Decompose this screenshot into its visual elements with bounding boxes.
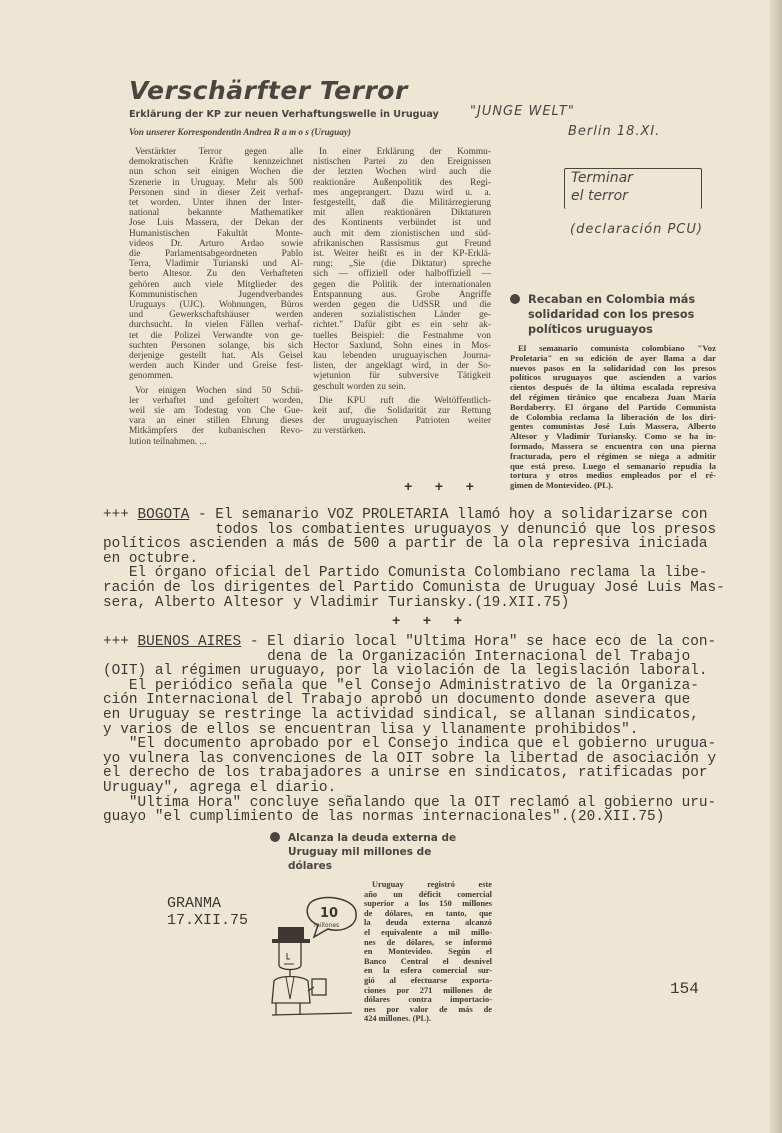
text-line: Banco Central el desnivel xyxy=(364,956,492,966)
article-subtitle: Erklärung der KP zur neuen Verhaftungswelle in Uruguay xyxy=(129,109,439,120)
text-line: derjenige gestellt hat. Als Geisel xyxy=(129,351,303,362)
article-title: Verschärfter Terror xyxy=(129,76,408,105)
text-line: la deuda externa alcanzó xyxy=(364,918,492,928)
typed-line: todos los combatientes uruguayos y denunció que los presos xyxy=(103,521,717,538)
debt-headline xyxy=(270,831,500,873)
text-line: kau lebenden uruguayischen Journa- xyxy=(313,351,491,362)
text-line: mit allen reaktionären Diktaturen xyxy=(313,208,491,219)
text-line: Uruguays (UJC). Wohnungen, Büros xyxy=(129,300,303,311)
text-line: tet worden. Unter ihnen der Inter- xyxy=(129,198,303,209)
text-line: sich — offiziell oder halboffiziell — xyxy=(313,269,491,280)
text-line: weil sie am Todestag von Che Gue- xyxy=(129,406,303,417)
typed-line: El periódico señala que "el Consejo Administrativo de la Organiza- xyxy=(103,677,699,694)
text-line: demokratischen Kräfte kennzeichnet xyxy=(129,157,303,168)
text-line: tuelles Beispiel: die Festnahme von xyxy=(313,330,491,341)
typed-line: Uruguay", agrega el diario. xyxy=(103,779,337,796)
typed-line: dena de la Organización Internacional del Trabajo xyxy=(103,648,691,665)
article-column-1 xyxy=(129,147,303,447)
text-line: festgestellt, daß die Militärregierung xyxy=(313,198,491,209)
text-line: wjetunion für subversive Tätigkeit xyxy=(313,371,491,382)
text-line: El semanario comunista colombiano "Voz xyxy=(518,344,716,353)
typed-line: en octubre. xyxy=(103,550,198,567)
dispatch-marker: +++ xyxy=(103,507,138,523)
text-line: durchsucht. In vielen Fällen verhaf- xyxy=(129,320,303,331)
typed-line: guayo "el cumplimiento de las normas internacionales".(20.XII.75) xyxy=(103,809,665,826)
separator: + + + xyxy=(392,614,463,630)
typed-line: políticos ascienden a más de 500 a partir de la ola represiva iniciada xyxy=(103,536,708,553)
text-line: zu verstärken. xyxy=(313,426,366,437)
text-line: 424 millones. (PL). xyxy=(364,1014,431,1024)
granma-name: GRANMA xyxy=(167,895,222,912)
text-line: In einer Erklärung der Kommu- xyxy=(319,147,491,157)
text-line: Entspannung aus. Grobe Angriffe xyxy=(313,289,491,300)
text-line: Kommunistischen Jugendverbandes xyxy=(129,289,303,300)
colombia-headline xyxy=(510,292,720,337)
text-line: Verstärkter Terror gegen alle xyxy=(135,147,303,157)
cartoon-man-illustration xyxy=(270,895,362,1020)
text-line: Humanistischen Fakultät Monte- xyxy=(129,228,303,239)
text-line: en la esfera comercial sur- xyxy=(364,966,492,976)
typed-line: ción Internacional del Trabajo aprobó un documento donde asevera que xyxy=(103,692,691,709)
handwritten-note: (declaración PCU) xyxy=(570,222,703,237)
text-line: nes de dólares, se informó xyxy=(364,937,492,947)
text-line: ist. Weiter heißt es in der KP-Erklä- xyxy=(313,249,491,260)
text-line: anderen sozialistischen Länder ge- xyxy=(313,310,491,321)
typed-line: yo vulnera las convenciones de la OIT sobre la libertad de asociación y xyxy=(103,750,717,767)
text-line: die Parlamentsabgeordneten Pablo xyxy=(129,249,303,260)
text-line: werden gegen die UdSSR und die xyxy=(313,300,491,311)
typed-line: y varios de ellos se encuentran lisa y llanamente prohibidos". xyxy=(103,721,639,738)
typed-line: ración de los dirigentes del Partido Comunista de Uruguay José Luis Mas- xyxy=(103,579,725,596)
text-line: Terra, Vladimir Turianski und Al- xyxy=(129,259,303,270)
buenos-aires-dispatch xyxy=(103,635,716,825)
text-line: nistischen Partei zu den Ereignissen xyxy=(313,157,491,168)
text-line: und Gewerkschaftshäuser werden xyxy=(129,310,303,321)
headline-line: Recaban en Colombia más xyxy=(528,293,696,306)
text-line: genommen. xyxy=(129,371,174,382)
text-line: Bordaberry. El órgano del Partido Comunista xyxy=(510,402,716,412)
text-line: que está preso. Luego el semanario repudia la xyxy=(510,461,716,471)
colombia-article-body xyxy=(510,344,716,491)
text-line: Die KPU ruft die Weltöffentlich- xyxy=(319,395,491,406)
text-line: superior a los 150 millones xyxy=(364,899,492,909)
text-line: ciones por 271 millones de xyxy=(364,985,492,995)
text-line: gentes comunistas José Luis Massera, Alberto xyxy=(510,422,716,432)
text-line: en Montevideo. Según el xyxy=(364,947,492,957)
granma-date: 17.XII.75 xyxy=(167,912,249,929)
text-line: de dólares, en tanto, que xyxy=(364,908,492,918)
text-line: cientos después de la última escalada represiva xyxy=(510,383,716,393)
text-line: gimen de Montevideo. (PL). xyxy=(510,481,614,491)
text-line: Uruguay registró este xyxy=(372,880,492,889)
typed-line: el derecho de los trabajadores a unirse en sindicatos, ratificadas por xyxy=(103,765,708,782)
text-line: Jose Luis Massera, der Dekan der xyxy=(129,218,303,229)
text-line: Personen sind in dieser Zeit verhaf- xyxy=(129,187,303,198)
text-line: geschult worden zu sein. xyxy=(313,381,406,392)
typed-line: (OIT) al régimen uruguayo, por la violación de la legislación laboral. xyxy=(103,663,708,680)
text-line: Szenerie in Uruguay. Mehr als 500 xyxy=(129,177,303,188)
handwritten-source: "JUNGE WELT" xyxy=(470,104,575,119)
text-line: gehören auch viele Mitglieder des xyxy=(129,279,303,290)
granma-source xyxy=(167,895,248,929)
text-line: national bekannte Mathematiker xyxy=(129,208,303,219)
text-line: der letzten Wochen wird auch die xyxy=(313,167,491,178)
bullet-icon xyxy=(270,832,280,842)
text-line: políticos uruguayos que ascienden a varios xyxy=(510,373,716,383)
text-line: Vor einigen Wochen sind 50 Schü- xyxy=(135,385,303,396)
article-byline: Von unserer Korrespondentin Andrea R a m o s (Uruguay) xyxy=(129,127,351,137)
text-line: dólares contra importacio- xyxy=(364,995,492,1005)
text-line: Mitkämpfers der kubanischen Revo- xyxy=(129,426,303,437)
text-line: nes por valor de más de xyxy=(364,1004,492,1014)
dispatch-text: - El diario local "Ultima Hora" se hace eco de la con- xyxy=(241,634,717,650)
text-line: de Colombia reclama la liberación de los diri- xyxy=(510,412,716,422)
handwritten-box-line-1: Terminar xyxy=(571,170,633,186)
text-line: ler verhaftet und gefoltert worden, xyxy=(129,395,303,406)
page-edge xyxy=(770,0,782,1133)
dispatch-place: BOGOTA xyxy=(137,507,190,523)
dispatch-place: BUENOS AIRES xyxy=(137,634,242,650)
dispatch-marker: +++ xyxy=(103,634,138,650)
article-column-2 xyxy=(313,147,491,437)
text-line: año un déficit comercial xyxy=(364,889,492,899)
typed-line: "Ultima Hora" concluye señalando que la OIT reclamó al gobierno uru- xyxy=(103,794,717,811)
text-line: auch mit dem zionistischen und süd- xyxy=(313,228,491,239)
text-line: afrikanischen Rassismus gut Freund xyxy=(313,238,491,249)
debt-article-body xyxy=(364,880,492,1024)
text-line: keit auf, die Solidarität zur Rettung xyxy=(313,406,491,417)
headline-line: solidaridad con los presos xyxy=(528,308,695,321)
text-line: reaktionäre Außenpolitik des Regi- xyxy=(313,177,491,188)
text-line: der uruguayischen Patrioten weiter xyxy=(313,416,491,427)
text-line: videos Dr. Arturo Ardao sowie xyxy=(129,238,303,249)
text-line: rung: „Sie (die Diktatur) spreche xyxy=(313,259,491,270)
text-line: fracturada, pero el régimen se niega a admitir xyxy=(510,451,716,461)
typed-line: en Uruguay se restringe la actividad sindical, se allanan sindicatos, xyxy=(103,706,699,723)
dispatch-text: - El semanario VOZ PROLETARIA llamó hoy a solidarizarse con xyxy=(189,507,708,523)
cartoon-word: millones xyxy=(314,922,340,929)
typed-line: sera, Alberto Altesor y Vladimir Turiansky.(19.XII.75) xyxy=(103,594,570,611)
text-line: formado, Massera se encuentra con una pierna xyxy=(510,441,716,451)
bogota-dispatch xyxy=(103,508,725,610)
typed-line xyxy=(103,635,716,650)
cartoon-number: 10 xyxy=(320,906,339,921)
text-line: gió al efectuarse exporta- xyxy=(364,975,492,985)
handwritten-box-line-2: el terror xyxy=(571,188,628,204)
separator: + + + xyxy=(404,480,475,496)
headline-line: Uruguay mil millones de xyxy=(288,846,432,858)
handwritten-place-date: Berlin 18.XI. xyxy=(568,124,661,139)
handwritten-box xyxy=(564,168,702,209)
headline-line: políticos uruguayos xyxy=(528,323,653,336)
text-line: Altesor y Vladimir Turiansky. Como se ha in- xyxy=(510,432,716,442)
text-line: vara an einer stillen Ehrung dieses xyxy=(129,416,303,427)
text-line: el equivalente a mil millo- xyxy=(364,927,492,937)
text-line: listen, der angeklagt wird, in der So- xyxy=(313,361,491,372)
text-line: del régimen tiránico que encabeza Juan María xyxy=(510,392,716,402)
typed-line: El órgano oficial del Partido Comunista Colombiano reclama la libe- xyxy=(103,565,708,582)
text-line: werden auch Kinder und Greise fest- xyxy=(129,361,303,372)
text-line: tet die Polizei Verwandte von ge- xyxy=(129,330,303,341)
text-line: berto Altesor. Zu den Verhafteten xyxy=(129,269,303,280)
text-line: gegen die Politik der internationalen xyxy=(313,279,491,290)
headline-line: Alcanza la deuda externa de xyxy=(288,832,457,844)
page-number: 154 xyxy=(670,980,699,998)
text-line: suchten Personen solange, bis sich xyxy=(129,340,303,351)
typed-line xyxy=(103,508,725,523)
text-line: lution teilnahmen. ... xyxy=(129,436,207,447)
text-line: Proletaria" en su edición de ayer llama a dar xyxy=(510,353,716,363)
typed-line: "El documento aprobado por el Consejo indica que el gobierno urugua- xyxy=(103,736,717,753)
text-line: tortura y otros medios empleados por el ré- xyxy=(510,471,716,481)
headline-line: dólares xyxy=(288,860,332,872)
text-line: mes angeprangert. Dazu wird u. a. xyxy=(313,187,491,198)
text-line: nun schon seit einigen Wochen die xyxy=(129,167,303,178)
text-line: Hector Saxlund, Sohn eines in Mos- xyxy=(313,340,491,351)
text-line: des Kontinents verbündet ist und xyxy=(313,218,491,229)
text-line: richtet." Dafür gibt es ein sehr ak- xyxy=(313,320,491,331)
text-line: nuevos pasos en la solidaridad con los presos xyxy=(510,363,716,373)
bullet-icon xyxy=(510,294,520,304)
